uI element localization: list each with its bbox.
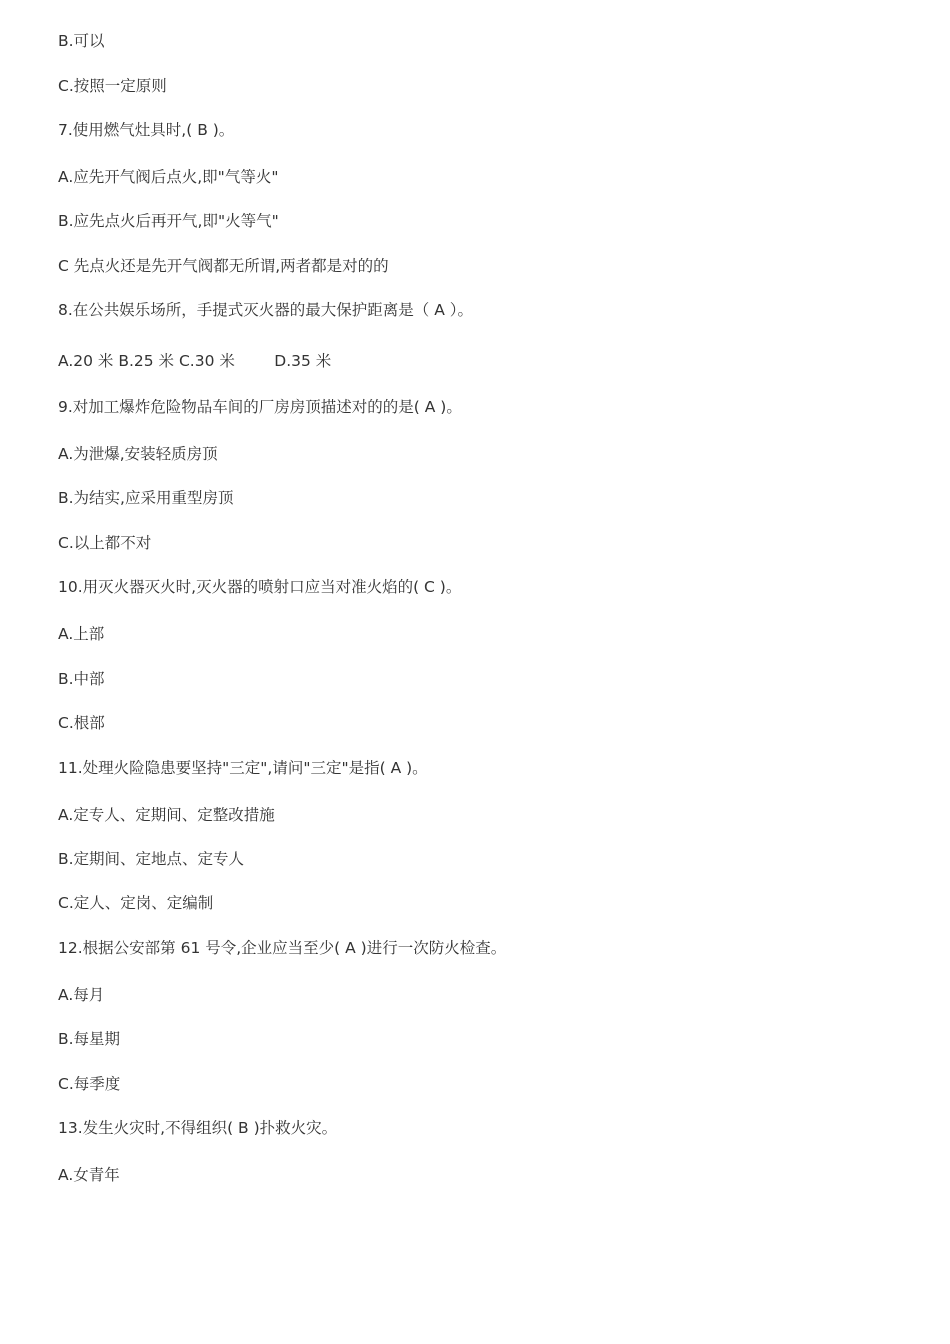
- option-b-q6: B.可以: [58, 32, 105, 50]
- option-c-q6: C.按照一定原则: [58, 77, 167, 95]
- option-b-q11: B.定期间、定地点、定专人: [58, 850, 245, 868]
- question-9: 9.对加工爆炸危险物品车间的厂房房顶描述对的的是( A )。: [58, 398, 462, 416]
- option-b-q10: B.中部: [58, 670, 105, 688]
- question-12: 12.根据公安部第 61 号令,企业应当至少( A )进行一次防火检查。: [58, 939, 507, 957]
- question-10: 10.用灭火器灭火时,灭火器的喷射口应当对准火焰的( C )。: [58, 578, 462, 596]
- option-b-q12: B.每星期: [58, 1030, 121, 1048]
- option-b-q9: B.为结实,应采用重型房顶: [58, 489, 234, 507]
- question-8: 8.在公共娱乐场所，手提式灭火器的最大保护距离是（ A ）。: [58, 301, 473, 319]
- option-a-q12: A.每月: [58, 986, 105, 1004]
- option-a-q9: A.为泄爆,安装轻质房顶: [58, 445, 218, 463]
- option-a-q7: A.应先开气阀后点火,即"气等火": [58, 168, 279, 186]
- question-11: 11.处理火险隐患要坚持"三定",请问"三定"是指( A )。: [58, 759, 428, 777]
- option-c-q11: C.定人、定岗、定编制: [58, 894, 214, 912]
- option-c-q10: C.根部: [58, 714, 105, 732]
- option-a-q10: A.上部: [58, 625, 105, 643]
- option-a-q13: A.女青年: [58, 1166, 120, 1184]
- option-c-q7: C 先点火还是先开气阀都无所谓,两者都是对的的: [58, 257, 389, 275]
- option-c-q12: C.每季度: [58, 1075, 121, 1093]
- option-b-q7: B.应先点火后再开气,即"火等气": [58, 212, 279, 230]
- option-a-q11: A.定专人、定期间、定整改措施: [58, 806, 275, 824]
- option-c-q9: C.以上都不对: [58, 534, 152, 552]
- options-q8: A.20 米 B.25 米 C.30 米 D.35 米: [58, 352, 332, 370]
- question-7: 7.使用燃气灶具时,( B )。: [58, 121, 235, 139]
- question-13: 13.发生火灾时,不得组织( B )扑救火灾。: [58, 1119, 338, 1137]
